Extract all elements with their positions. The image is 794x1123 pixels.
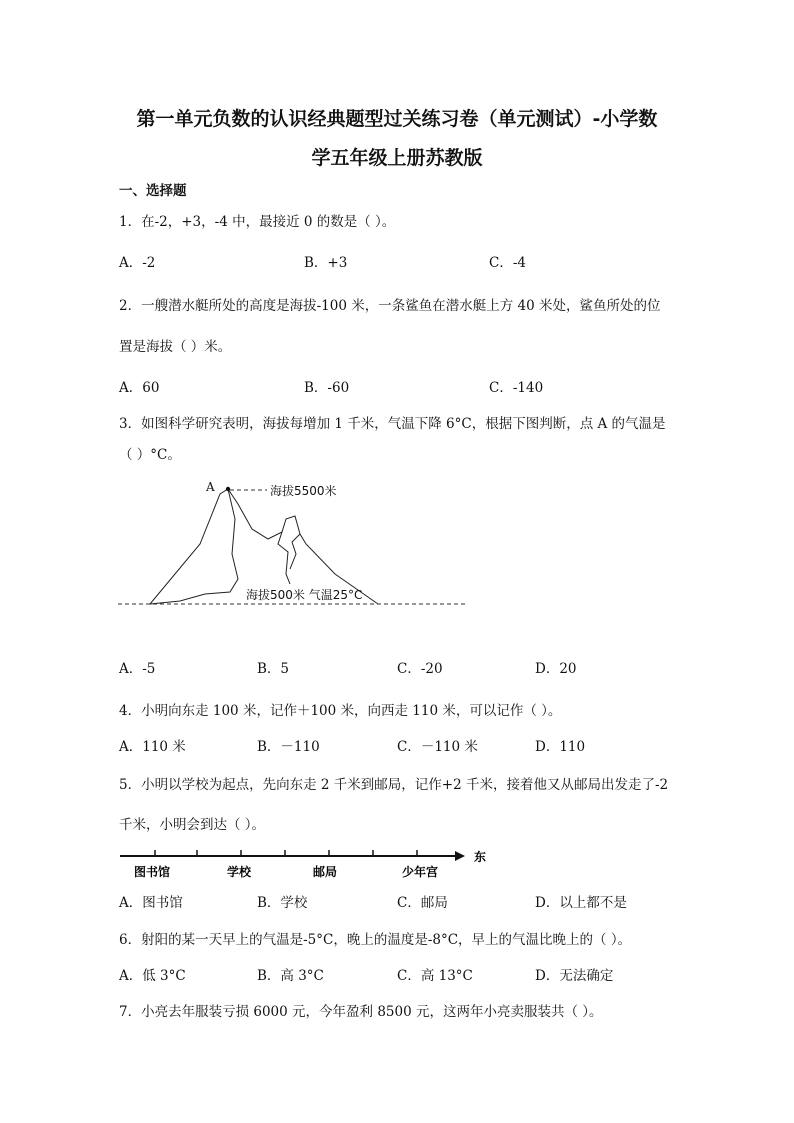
- q2-option-b: B．-60: [304, 380, 350, 396]
- q4-option-a: A．110 米: [119, 739, 186, 755]
- question-5-line1: 5．小明以学校为起点，先向东走 2 千米到邮局，记作+2 千米，接着他又从邮局出发走了-2: [119, 777, 669, 793]
- question-6: 6．射阳的某一天早上的气温是-5°C，晚上的温度是-8°C，早上的气温比晚上的（ ）。: [119, 932, 632, 948]
- page-title-line1: 第一单元负数的认识经典题型过关练习卷（单元测试）-小学数: [136, 108, 658, 130]
- point-a-marker: [226, 487, 230, 491]
- question-2-line1: 2．一艘潜水艇所处的高度是海拔-100 米，一条鲨鱼在潜水艇上方 40 米处，鲨鱼所处的位: [119, 298, 661, 314]
- question-3-line1: 3．如图科学研究表明，海拔每增加 1 千米，气温下降 6°C，根据下图判断，点 A 的气温是: [119, 416, 666, 432]
- mountain-figure: [110, 474, 480, 614]
- q4-option-b: B．－110: [257, 739, 320, 755]
- point-a-label: A: [206, 480, 215, 494]
- question-1: 1．在-2，+3，-4 中，最接近 0 的数是（ ）。: [119, 214, 396, 230]
- page-title-line2: 学五年级上册苏教版: [311, 147, 483, 169]
- valley-line: [290, 534, 300, 569]
- q3-option-d: D．20: [535, 661, 577, 677]
- numberline-direction-east: 东: [474, 850, 487, 864]
- q5-option-c: C．邮局: [397, 895, 448, 911]
- q2-option-a: A．60: [119, 380, 160, 396]
- question-3-line2: （ ）°C。: [119, 447, 181, 463]
- q3-option-a: A．-5: [119, 661, 156, 677]
- base-altitude-label: 海拔500米 气温25°C: [246, 588, 363, 602]
- question-4: 4．小明向东走 100 米，记作＋100 米，向西走 110 米，可以记作（ ）。: [119, 703, 562, 719]
- question-7: 7．小亮去年服装亏损 6000 元，今年盈利 8500 元，这两年小亮卖服装共（ ）。: [119, 1004, 603, 1020]
- q5-option-a: A．图书馆: [119, 895, 183, 911]
- q1-option-c: C．-4: [489, 255, 526, 271]
- peak-altitude-label: 海拔5500米: [270, 484, 337, 498]
- number-line-arrow: [455, 851, 465, 861]
- q5-option-d: D．以上都不是: [535, 895, 627, 911]
- q6-option-b: B．高 3°C: [257, 968, 324, 984]
- mountain-ridge: [228, 489, 378, 604]
- question-2-line2: 置是海拔（ ）米。: [119, 339, 232, 355]
- numberline-label-post-office: 邮局: [313, 865, 338, 879]
- question-5-line2: 千米，小明会到达（ ）。: [119, 817, 266, 833]
- q3-option-b: B．5: [257, 661, 290, 677]
- section-heading: 一、选择题: [119, 183, 187, 199]
- q1-option-a: A．-2: [119, 255, 156, 271]
- q6-option-a: A．低 3°C: [119, 968, 186, 984]
- q5-option-b: B．学校: [257, 895, 308, 911]
- q4-option-d: D．110: [535, 739, 586, 755]
- q2-option-c: C．-140: [489, 380, 544, 396]
- q1-option-b: B．+3: [304, 255, 348, 271]
- numberline-label-youth-palace: 少年宫: [402, 865, 439, 879]
- q6-option-d: D．无法确定: [535, 968, 614, 984]
- mountain-valley: [278, 532, 290, 584]
- q3-option-c: C．-20: [397, 661, 443, 677]
- mountain-outline: [150, 489, 238, 604]
- q4-option-c: C．－110 米: [397, 739, 478, 755]
- q6-option-c: C．高 13°C: [397, 968, 473, 984]
- number-line: [115, 846, 495, 882]
- numberline-label-school: 学校: [227, 865, 252, 879]
- numberline-label-library: 图书馆: [134, 865, 171, 879]
